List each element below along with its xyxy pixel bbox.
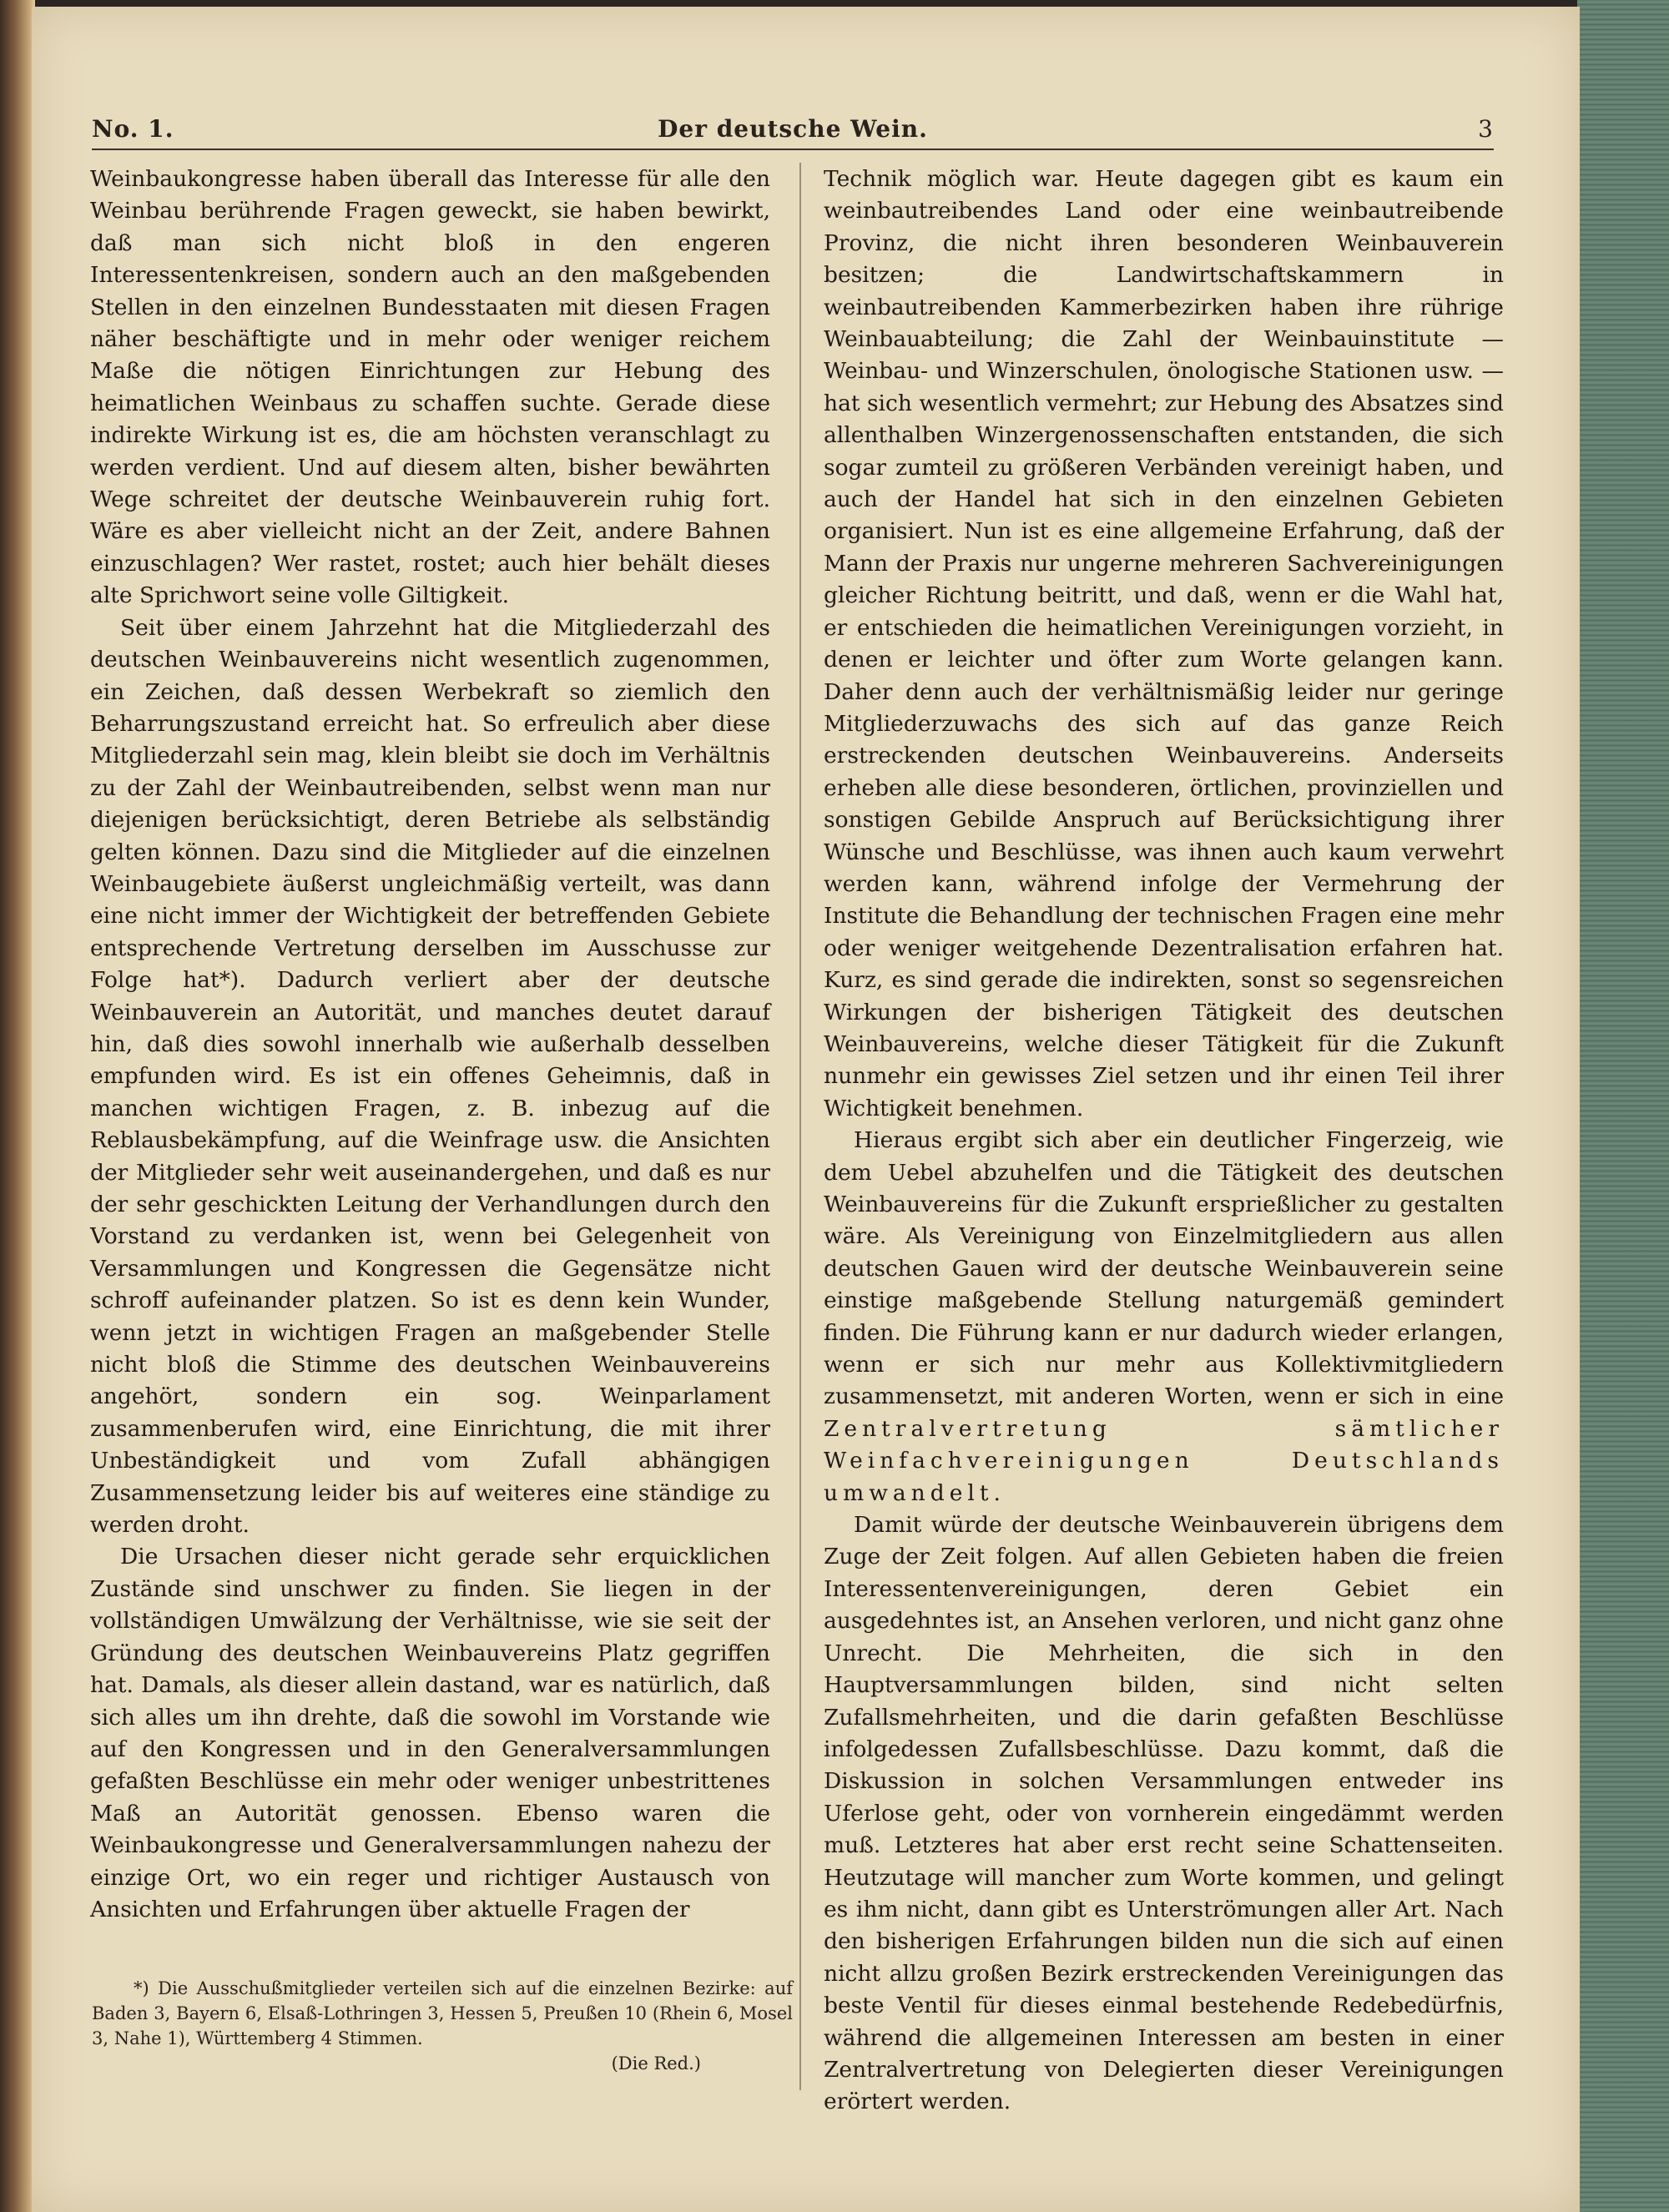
left-column bbox=[90, 164, 770, 1926]
paragraph: Die Ursachen dieser nicht gerade sehr erquicklichen Zustände sind unschwer zu finden. Sie liegen in der vollständigen Umwälzung der Verhältnisse, wie sie seit der Gründung des deutschen Weinbauvereins Platz gegriffen hat. Damals, als dieser allein dastand, war es natürlich, daß sich alles um ihn drehte, daß die sowohl im Vorstande wie auf den Kongressen und in den Generalversammlungen gefaßten Beschlüsse ein mehr oder weniger unbestrittenes Maß an Autorität genossen. Ebenso waren die Weinbaukongresse und Generalversammlungen nahezu der einzige Ort, wo ein reger und richtiger Austausch von Ansichten und Erfahrungen über aktuelle Fragen der bbox=[90, 1544, 770, 1922]
paragraph: Weinbaukongresse haben überall das Interesse für alle den Weinbau berührende Fragen geweckt, sie haben bewirkt, daß man sich nicht bloß in den engeren Interessentenkreisen, sondern auch an den maßgebenden Stellen in den einzelnen Bundesstaaten mit diesen Fragen näher beschäftigte und in mehr oder weniger reichem Maße die nötigen Einrichtungen zur Hebung des heimatlichen Weinbaus zu schaffen suchte. Gerade diese indirekte Wirkung ist es, die am höchsten veranschlagt zu werden verdient. Und auf diesem alten, bisher bewährten Wege schreitet der deutsche Weinbauverein ruhig fort. Wäre es aber vielleicht nicht an der Zeit, andere Bahnen einzuschlagen? Wer rastet, rostet; auch hier behält dieses alte Sprichwort seine volle Giltigkeit. bbox=[90, 166, 770, 609]
book-binding-edge bbox=[0, 0, 35, 2212]
column-divider bbox=[799, 163, 801, 2090]
paragraph: Technik möglich war. Heute dagegen gibt es kaum ein weinbautreibendes Land oder eine weinbautreibende Provinz, die nicht ihren besonderen Weinbauverein besitzen; die Landwirtschaftskammern in weinbautreibenden Kammerbezirken haben ihre rührige Weinbauabteilung; die Zahl der Weinbauinstitute — Weinbau- und Winzerschulen, önologische Stationen usw. — hat sich wesentlich vermehrt; zur Hebung des Absatzes sind allenthalben Winzergenossenschaften entstanden, die sich sogar zumteil zu größeren Verbänden vereinigt haben, und auch der Handel hat sich in den einzelnen Gebieten organisiert. Nun ist es eine allgemeine Erfahrung, daß der Mann der Praxis nur ungerne mehreren Sachvereinigungen gleicher Richtung beitritt, und daß, wenn er die Wahl hat, er entschieden die heimatlichen Vereinigungen vorzieht, in denen er leichter und öfter zum Worte gelangen kann. Daher denn auch der verhältnismäßig leider nur geringe Mitgliederzuwachs des sich auf das ganze Reich erstreckenden deutschen Weinbauvereins. Anderseits erheben alle diese besonderen, örtlichen, provinziellen und sonstigen Gebilde Anspruch auf Berücksichtigung ihrer Wünsche und Beschlüsse, was ihnen auch kaum verwehrt werden kann, während infolge der Vermehrung der Institute die Behandlung der technischen Fragen eine mehr oder weniger weitgehende Dezentralisation erfahren hat. Kurz, es sind gerade die indirekten, sonst so segensreichen Wirkungen der bisherigen Tätigkeit des deutschen Weinbauvereins, welche dieser Tätigkeit für die Zukunft nunmehr ein gewisses Ziel setzen und ihr einen Teil ihrer Wichtigkeit benehmen. bbox=[824, 166, 1504, 1121]
right-column bbox=[824, 164, 1504, 2119]
footnote-text: *) Die Ausschußmitglieder verteilen sich auf die einzelnen Bezirke: auf Baden 3, Bayern 6, Elsaß-Lothringen 3, Hessen 5, Preußen 10 (Rhein 6, Mosel 3, Nahe 1), Württemberg 4 Stimmen. bbox=[92, 1978, 793, 2048]
paragraph-text: Hieraus ergibt sich aber ein deutlicher Fingerzeig, wie dem Uebel abzuhelfen und die Tätigkeit des deutschen Weinbauvereins für die Zukunft ersprießlicher zu gestalten wäre. Als Vereinigung von Einzelmitgliedern aus allen deutschen Gauen wird der deutsche Weinbauverein seine einstige maßgebende Stellung naturgemäß gemindert finden. Die Führung kann er nur dadurch wieder erlangen, wenn er sich nur mehr aus Kollektivmitgliedern zusammensetzt, mit anderen Worten, wenn er sich in eine bbox=[824, 1127, 1504, 1410]
paragraph: Damit würde der deutsche Weinbauverein übrigens dem Zuge der Zeit folgen. Auf allen Gebieten haben die freien Interessentenvereinigungen, deren Gebiet ein ausgedehntes ist, an Ansehen verloren, und nicht ganz ohne Unrecht. Die Mehrheiten, die sich in den Hauptversammlungen bilden, sind nicht selten Zufallsmehrheiten, und die darin gefaßten Beschlüsse infolgedessen Zufallsbeschlüsse. Dazu kommt, daß die Diskussion in solchen Versammlungen entweder ins Uferlose geht, oder von vornherein eingedämmt werden muß. Letzteres hat aber erst recht seine Schattenseiten. Heutzutage will mancher zum Worte kommen, und gelingt es ihm nicht, dann gibt es Unterströmungen aller Art. Nach den bisherigen Erfahrungen bilden nun die sich auf einen nicht allzu großen Bezirk erstreckenden Vereinigungen das beste Ventil für dieses einmal bestehende Redebedürfnis, während die allgemeinen Interessen am besten in einer Zentralvertretung von Delegierten dieser Vereinigungen erörtert werden. bbox=[824, 1512, 1504, 2115]
header-rule bbox=[92, 149, 1494, 150]
emphasized-text: Zentralvertretung sämtlicher Weinfachvereinigungen Deutschlands umwandelt. bbox=[824, 1415, 1504, 1506]
paragraph: Seit über einem Jahrzehnt hat die Mitgliederzahl des deutschen Weinbauvereins nicht wesentlich zugenommen, ein Zeichen, daß dessen Werbekraft so ziemlich den Beharrungszustand erreicht hat. So erfreulich aber diese Mitgliederzahl sein mag, klein bleibt sie doch im Verhältnis zu der Zahl der Weinbautreibenden, selbst wenn man nur diejenigen berücksichtigt, deren Betriebe als selbständig gelten können. Dazu sind die Mitglieder auf die einzelnen Weinbaugebiete äußerst ungleichmäßig verteilt, was dann eine nicht immer der Wichtigkeit der betreffenden Gebiete entsprechende Vertretung derselben im Ausschusse zur Folge hat*). Dadurch verliert aber der deutsche Weinbauverein an Autorität, und manches deutet darauf hin, daß dies sowohl innerhalb wie außerhalb desselben empfunden wird. Es ist ein offenes Geheimnis, daß in manchen wichtigen Fragen, z. B. inbezug auf die Reblausbekämpfung, auf die Weinfrage usw. die Ansichten der Mitglieder sehr weit auseinandergehen, und daß es nur der sehr geschickten Leitung der Verhandlungen durch den Vorstand zu verdanken ist, wenn bei Gelegenheit von Versammlungen und Kongressen die Gegensätze nicht schroff aufeinander platzen. So ist es denn kein Wunder, wenn jetzt in wichtigen Fragen an maßgebender Stelle nicht bloß die Stimme des deutschen Weinbauvereins angehört, sondern ein sog. Weinparlament zusammenberufen wird, eine Einrichtung, die mit ihrer Unbeständigkeit und vom Zufall abhängigen Zusammensetzung leider bis auf weiteres eine ständige zu werden droht. bbox=[90, 614, 770, 1539]
paragraph bbox=[824, 1125, 1504, 1509]
page-number: 3 bbox=[1478, 115, 1494, 143]
publication-title: Der deutsche Wein. bbox=[658, 115, 928, 143]
footnote bbox=[92, 1976, 793, 2076]
footnote-signature: (Die Red.) bbox=[611, 2053, 701, 2073]
page-stack-edge bbox=[1577, 0, 1669, 2212]
page-header bbox=[92, 115, 1494, 152]
issue-number: No. 1. bbox=[92, 115, 174, 143]
